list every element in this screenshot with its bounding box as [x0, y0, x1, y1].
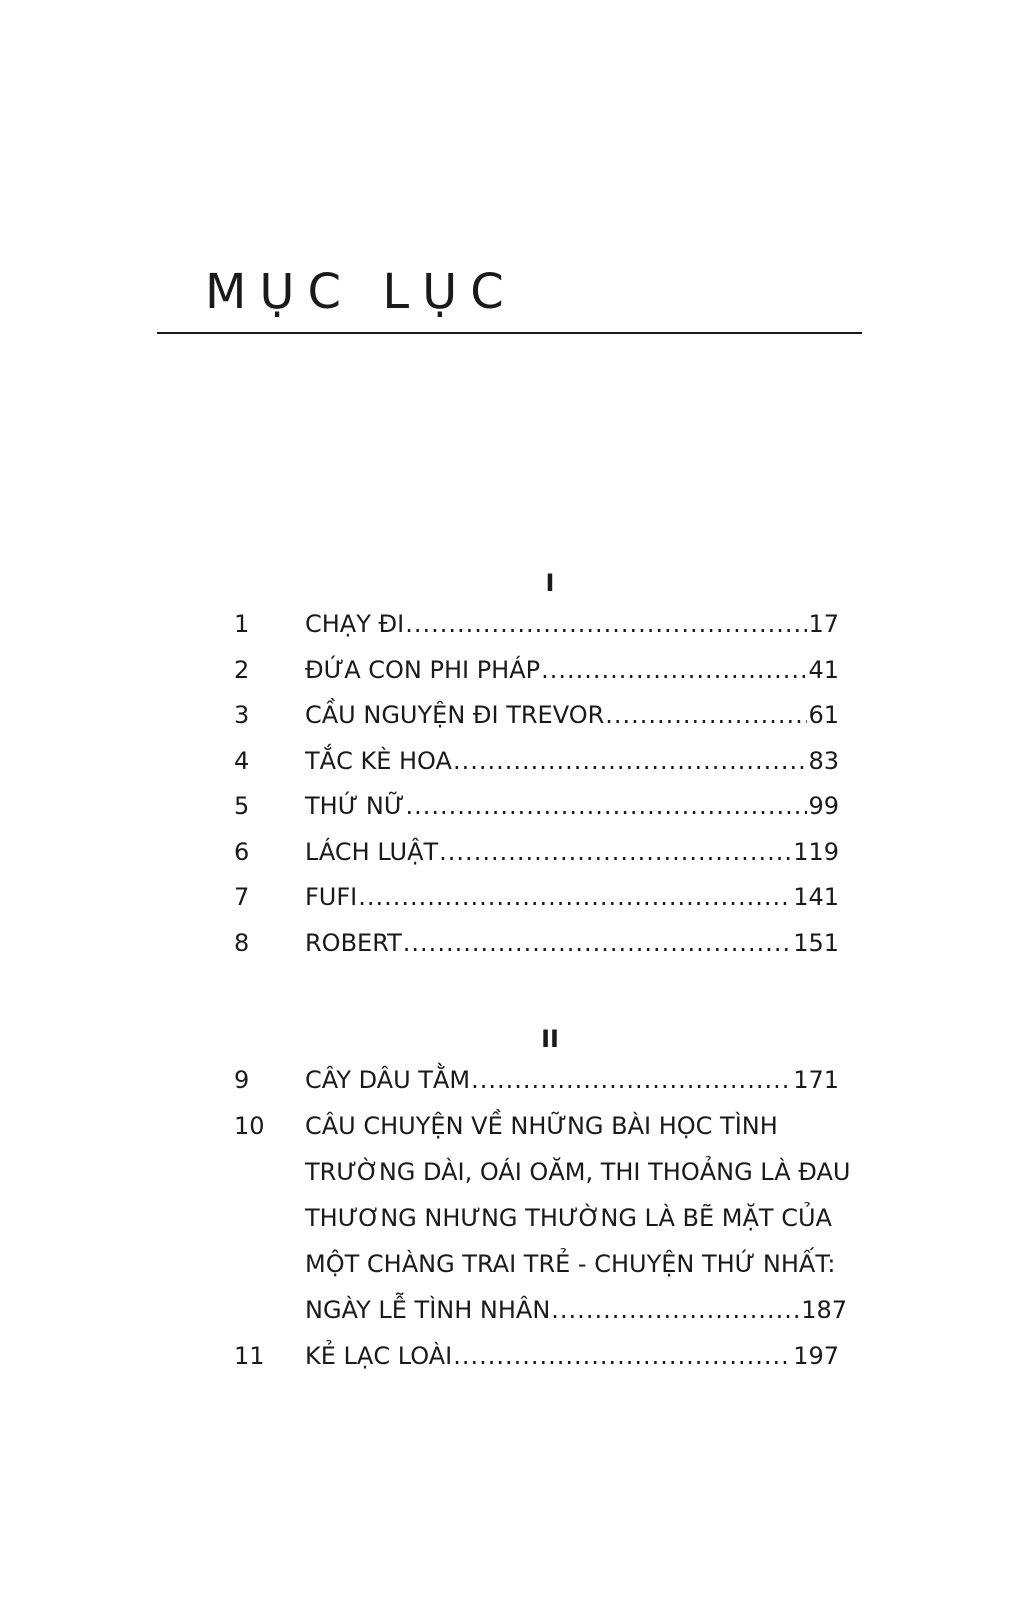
toc-entry-title-line: TRƯỜNG DÀI, OÁI OĂM, THI THOẢNG LÀ ĐAU [305, 1158, 851, 1186]
toc-entry-title: TẮC KÈ HOA [305, 747, 452, 775]
toc-entry-number: 5 [234, 792, 250, 820]
toc-entry-page: 61 [808, 701, 839, 729]
toc-entry-title: ROBERT [305, 929, 402, 957]
toc-entry-number: 1 [234, 610, 250, 638]
toc-entry-number: 4 [234, 747, 250, 775]
toc-entry-title: THỨ NỮ [305, 792, 405, 820]
toc-entry-number: 7 [234, 883, 250, 911]
toc-leader-dots [405, 783, 807, 829]
toc-entry-number: 10 [234, 1112, 265, 1140]
toc-leader-dots [471, 1057, 792, 1103]
toc-entry-title-line: MỘT CHÀNG TRAI TRẺ - CHUYỆN THỨ NHẤT: [305, 1250, 836, 1278]
section-heading-1: I [545, 569, 555, 597]
toc-entry-number: 3 [234, 701, 250, 729]
page-title: MỤC LỤC [205, 264, 517, 320]
toc-leader-dots [358, 874, 792, 920]
toc-entry-number: 2 [234, 656, 250, 684]
toc-entry-page: 171 [793, 1066, 839, 1094]
toc-entry-title-line: THƯƠNG NHƯNG THƯỜNG LÀ BẼ MẶT CỦA [305, 1204, 832, 1232]
toc-entry-title: LÁCH LUẬT [305, 838, 439, 866]
toc-entry-page: 17 [808, 610, 839, 638]
toc-entry-title: KẺ LẠC LOÀI [305, 1342, 453, 1370]
toc-leader-dots [605, 692, 807, 738]
toc-leader-dots [405, 601, 807, 647]
toc-entry-title: CHẠY ĐI [305, 610, 405, 638]
toc-leader-dots [453, 1333, 792, 1379]
toc-entry-page: 41 [808, 656, 839, 684]
toc-entry-number: 6 [234, 838, 250, 866]
toc-entry-page: 141 [793, 883, 839, 911]
toc-leader-dots [453, 738, 808, 784]
title-divider [157, 332, 862, 334]
toc-leader-dots [551, 1287, 800, 1333]
toc-entry-title-line: CÂU CHUYỆN VỀ NHỮNG BÀI HỌC TÌNH [305, 1112, 778, 1140]
toc-entry-number: 9 [234, 1066, 250, 1094]
toc-entry-page: 99 [808, 792, 839, 820]
toc-entry-number: 8 [234, 929, 250, 957]
toc-entry-page: 119 [793, 838, 839, 866]
toc-entry-title: CẦU NGUYỆN ĐI TREVOR [305, 701, 605, 729]
toc-entry-number: 11 [234, 1342, 265, 1370]
toc-entry-title: NGÀY LỄ TÌNH NHÂN [305, 1296, 551, 1324]
toc-leader-dots [439, 829, 792, 875]
toc-entry-page: 197 [793, 1342, 839, 1370]
toc-entry-title: CÂY DÂU TẰM [305, 1066, 471, 1094]
toc-leader-dots [541, 647, 807, 693]
toc-entry-page: 83 [808, 747, 839, 775]
toc-leader-dots [403, 920, 792, 966]
toc-entry-page: 187 [801, 1296, 847, 1324]
toc-entry-page: 151 [793, 929, 839, 957]
section-heading-2: II [541, 1025, 559, 1053]
toc-entry-title: ĐỨA CON PHI PHÁP [305, 656, 541, 684]
toc-entry-title: FUFI [305, 883, 358, 911]
